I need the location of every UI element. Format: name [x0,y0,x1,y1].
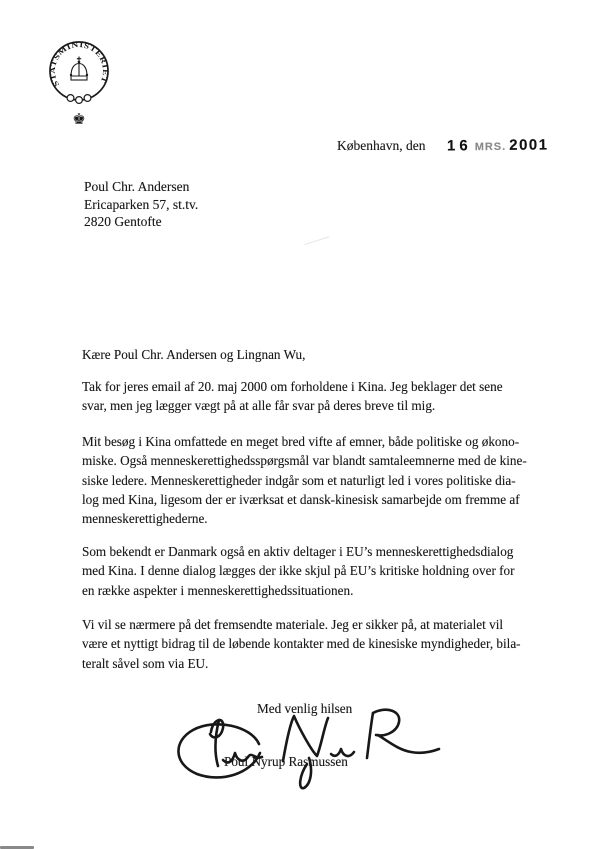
dateline-place: København, den [337,138,426,153]
body-line: svar, men jeg lægger vægt på at alle får svar på deres breve til mig. [82,398,436,414]
body-line: med Kina. I denne dialog lægges der ikke skjul på EU’s kritiske holdning over for [82,563,515,579]
crown-icon [70,57,88,81]
body-line: Som bekendt er Danmark også en aktiv deltager i EU’s menneskerettighedsdialog [82,544,514,559]
seal-circular-text: STATSMINISTERIET [47,40,111,89]
body-line: miske. Også menneskerettighedsspørgsmål var blandt samtaleemnerne med de kine- [82,453,527,469]
seal-garter-links [67,95,91,104]
statsministeriet-seal [41,40,117,133]
paragraph-1 [82,377,540,416]
stamp-day: 16 [447,137,473,155]
recipient-address [84,178,198,231]
date-stamp [447,135,549,157]
stamp-year: 2001 [509,136,550,154]
body-line: Mit besøg i Kina omfattede en meget bred vifte af emner, både politiske og økono- [82,434,520,449]
salutation: Kære Poul Chr. Andersen og Lingnan Wu, [82,347,306,362]
paragraph-2 [82,432,540,528]
recipient-street: Ericaparken 57, st.tv. [84,196,199,212]
stamp-month: MRS. [475,140,507,154]
body-line: være et nyttigt bidrag til de løbende kontakter med de kinesiske myndigheder, bila- [82,636,521,652]
body-line: menneskerettighederne. [82,511,208,527]
seal-graphic [41,40,117,128]
scan-smudge [304,236,331,252]
royal-cipher-icon: ♚ [72,110,86,128]
signature [163,706,443,799]
body-line: Vi vil se nærmere på det fremsendte materiale. Jeg er sikker på, at materialet vil [82,617,504,632]
body-line: Tak for jeres email af 20. maj 2000 om forholdene i Kina. Jeg beklager det sene [82,379,503,394]
recipient-city: 2820 Gentofte [84,214,162,229]
signer-typed-name: Poul Nyrup Rasmussen [224,754,348,769]
paragraph-4 [82,615,540,673]
recipient-name: Poul Chr. Andersen [84,179,190,194]
signature-ink [163,706,443,794]
dateline [337,136,549,157]
body-line: siske ledere. Menneskerettigheder indgår som et naturligt led i vores politiske dia- [82,472,516,488]
body-line: log med Kina, ligesom der er iværksat et dansk-kinesisk samarbejde om fremme af [82,491,520,507]
body-line: teralt såvel som via EU. [82,655,209,671]
body-line: en række aspekter i menneskerettighedssituationen. [82,582,354,598]
valediction: Med venlig hilsen [257,701,353,716]
paragraph-3 [82,542,540,600]
